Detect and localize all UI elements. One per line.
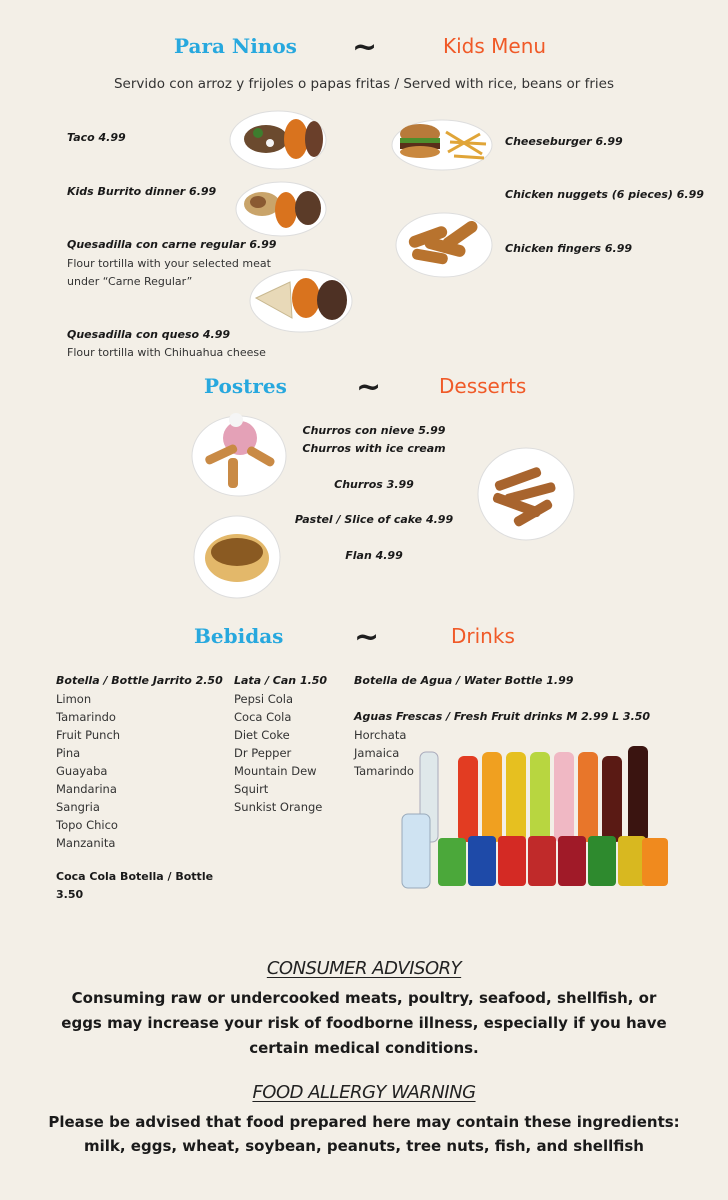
dessert-churros-nieve: Churros con nieve 5.99	[302, 424, 446, 437]
menu-item-chicken-fingers: Chicken fingers 6.99	[505, 242, 633, 255]
menu-item-kids-burrito: Kids Burrito dinner 6.99	[67, 185, 217, 198]
dessert-cake: Pastel / Slice of cake 4.99	[294, 513, 454, 526]
quesadilla-plate-image	[248, 268, 354, 334]
menu-item-quesadilla-carne-desc2: under “Carne Regular”	[67, 275, 193, 288]
list-item: Pina	[56, 746, 81, 760]
churros-ice-cream-image	[190, 406, 288, 498]
list-item: Sunkist Orange	[234, 800, 323, 814]
list-item: Jamaica	[354, 746, 400, 760]
drinks-coca-line2: 3.50	[56, 888, 84, 901]
advisory-line1: Consuming raw or undercooked meats, poultry, seafood, shellfish, or	[71, 989, 657, 1007]
drinks-title-es: Bebidas	[194, 624, 284, 648]
drinks-can-header: Lata / Can 1.50	[234, 674, 328, 687]
churros-plate-image	[476, 446, 576, 542]
desserts-tilde: ~	[356, 370, 382, 405]
drinks-coca-line1: Coca Cola Botella / Bottle	[56, 870, 214, 883]
kids-title-en: Kids Menu	[443, 34, 547, 58]
list-item: Dr Pepper	[234, 746, 292, 760]
burrito-plate-image	[234, 180, 328, 238]
drinks-bottle-list	[56, 690, 120, 852]
list-item: Fruit Punch	[56, 728, 121, 742]
taco-plate-image	[228, 109, 328, 171]
cheeseburger-plate-image	[390, 114, 494, 172]
menu-item-cheeseburger: Cheeseburger 6.99	[505, 135, 623, 148]
menu-item-taco: Taco 4.99	[67, 131, 126, 144]
list-item: Coca Cola	[234, 710, 292, 724]
drinks-aguas-header: Aguas Frescas / Fresh Fruit drinks M 2.99 L 3.50	[354, 710, 651, 723]
drinks-can-list	[234, 690, 322, 816]
allergy-line1: Please be advised that food prepared here may contain these ingredients:	[48, 1113, 680, 1131]
allergy-title: FOOD ALLERGY WARNING	[252, 1082, 476, 1103]
list-item: Mountain Dew	[234, 764, 317, 778]
list-item: Tamarindo	[354, 764, 414, 778]
list-item: Squirt	[234, 782, 269, 796]
advisory-line3: certain medical conditions.	[249, 1039, 479, 1057]
drinks-title-en: Drinks	[451, 624, 515, 648]
drinks-water: Botella de Agua / Water Bottle 1.99	[354, 674, 574, 687]
kids-tilde: ~	[352, 30, 378, 65]
dessert-churros: Churros 3.99	[334, 478, 414, 491]
desserts-title-en: Desserts	[439, 374, 527, 398]
menu-item-quesadilla-queso: Quesadilla con queso 4.99	[67, 328, 231, 341]
list-item: Guayaba	[56, 764, 108, 778]
list-item: Manzanita	[56, 836, 116, 850]
drinks-bottle-header: Botella / Bottle Jarrito 2.50	[56, 674, 223, 687]
desserts-title-es: Postres	[204, 374, 287, 398]
menu-item-quesadilla-carne: Quesadilla con carne regular 6.99	[67, 238, 277, 251]
chicken-plate-image	[394, 211, 494, 279]
list-item: Sangria	[56, 800, 100, 814]
dessert-flan: Flan 4.99	[345, 549, 403, 562]
list-item: Limon	[56, 692, 92, 706]
menu-item-quesadilla-carne-desc1: Flour tortilla with your selected meat	[67, 257, 271, 270]
advisory-line2: eggs may increase your risk of foodborne illness, especially if you have	[61, 1014, 667, 1032]
list-item: Pepsi Cola	[234, 692, 294, 706]
drinks-tilde: ~	[354, 620, 380, 655]
allergy-line2: milk, eggs, wheat, soybean, peanuts, tree nuts, fish, and shellfish	[84, 1137, 644, 1155]
menu-item-quesadilla-queso-desc: Flour tortilla with Chihuahua cheese	[67, 346, 266, 359]
kids-title-es: Para Ninos	[174, 34, 297, 58]
list-item: Mandarina	[56, 782, 117, 796]
advisory-title: CONSUMER ADVISORY	[266, 958, 462, 979]
menu-item-chicken-nuggets: Chicken nuggets (6 pieces) 6.99	[505, 188, 704, 201]
drinks-bottles-image	[398, 742, 670, 894]
dessert-churros-ice-cream: Churros with ice cream	[302, 442, 446, 455]
kids-subtitle: Servido con arroz y frijoles o papas fritas / Served with rice, beans or fries	[113, 76, 614, 92]
flan-plate-image	[192, 514, 282, 600]
list-item: Diet Coke	[234, 728, 290, 742]
list-item: Topo Chico	[56, 818, 118, 832]
list-item: Tamarindo	[56, 710, 116, 724]
list-item: Horchata	[354, 728, 407, 742]
